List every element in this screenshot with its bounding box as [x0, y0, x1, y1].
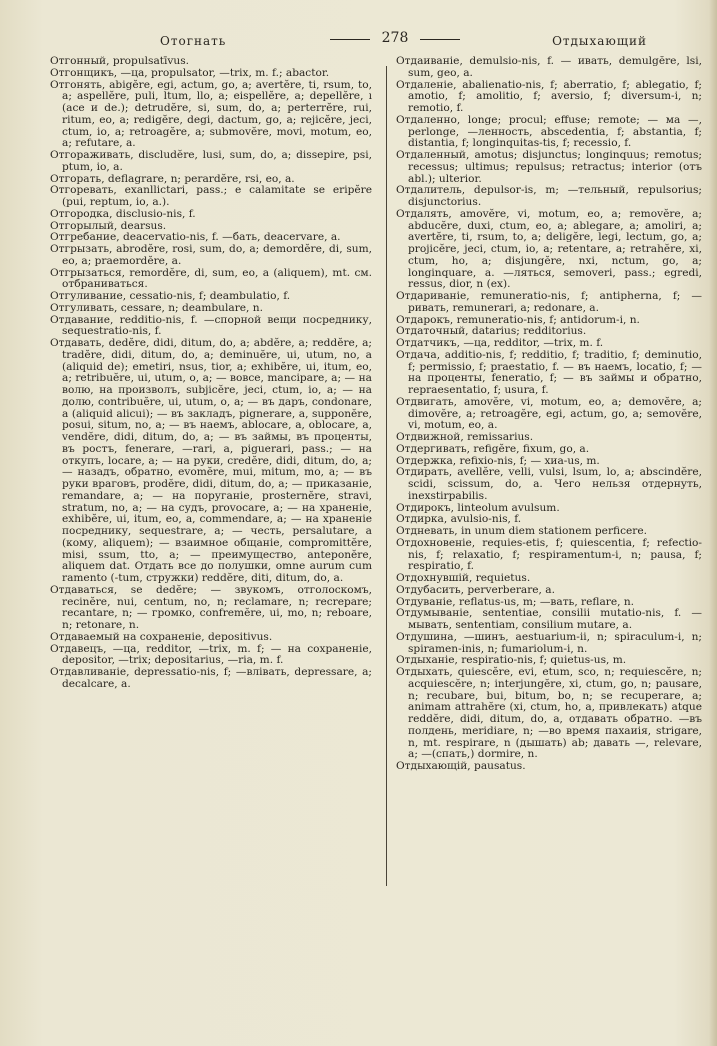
dictionary-entry: Отдатчикъ, —ца, redditor, —trix, m. f.	[396, 337, 604, 349]
header-right-word: Отдыхающий	[552, 34, 647, 48]
dictionary-entry: Отдавливаніе, depressatio-nis, f; —влівать, depressare, a; decalcare, a.	[50, 666, 372, 690]
dictionary-entry: Отдневать, in unum diem stationem perficere.	[396, 525, 647, 537]
dictionary-entry: Отдаленный, amotus; disjunctus; longinquus; remotus; recessus; ultimus; repulsus; retractus; interior (отъ abl.); ulterior.	[396, 149, 702, 185]
dictionary-entry: Отдача, additio-nis, f; redditio, f; traditio, f; deminutio, f; permissio, f; praestatio, f. — въ наемъ, locatio, f; — на проценты, feneratio, f; — въ займы и обратно, repraesentatio, f; usura, f.	[396, 348, 702, 396]
dictionary-entry: Отдыхающій, pausatus.	[396, 760, 526, 772]
dictionary-entry: Отдаленіе, abalienatio-nis, f; aberratio, f; ablegatio, f; amotio, f; amolitio, f; aversio, f; diversum-i, n; remotio, f.	[396, 78, 702, 114]
dictionary-entry: Отдохновеніе, requies-etis, f; quiescentia, f; refectio-nis, f; relaxatio, f; respiramentum-i, n; pausa, f; respiratio, f.	[396, 536, 702, 573]
dictionary-entry: Отдаиваніе, demulsio-nis, f. — ивать, demulgĕre, lsi, sum, geo, a.	[396, 56, 702, 79]
dictionary-entry: Отдержка, refixio-nis, f; — хиа-us, m.	[396, 454, 600, 467]
dictionary-entry: Отдавание, redditio-nis, f. —спорной вещи посреднику, sequestratio-nis, f.	[50, 313, 372, 338]
left-column	[50, 56, 372, 956]
dictionary-entry: Отгребание, deacervatio-nis, f. —бать, deacervare, a.	[50, 231, 341, 244]
page-number: 278	[320, 30, 470, 46]
header-left-word: Отогнать	[160, 34, 227, 48]
dictionary-entry: Отдохнувшій, requietus.	[396, 572, 531, 584]
dictionary-entry: Отдуваніе, reflatus-us, m; —вать, reflare, n.	[396, 595, 635, 608]
dictionary-entry: Отдыхать, quiescĕre, evi, etum, sco, n; requiescĕre, n; acquiescĕre, n; interjungĕre, xi, ctum, go, n; pausare, n; recubare, bui, bitum, bo, n; se recuperare, a; animam attrahĕre (xi, ctum, ho, a, привлекать) atque reddĕre, didi, ditum, do, a, отдавать обратно. —въ полдень, meridiare, n; —во время пахаиія, strigare, n, mt. respirare, n (дышать) ab; давать —, relevare, a; —(спать,) dormire, n.	[396, 666, 702, 761]
dictionary-entry: Отгрызаться, remordĕre, di, sum, eo, a (aliquem), mt. см. отбраниваться.	[50, 266, 372, 291]
dictionary-entry: Отдирокъ, linteolum avulsum.	[396, 501, 560, 514]
dictionary-entry: Отдалитель, depulsor-is, m; —тельный, repulsorius; disjunctorius.	[396, 184, 702, 208]
dictionary-entry: Отгородка, disclusio-nis, f.	[50, 207, 196, 220]
dictionary-entry: Отдумываніе, sententiae, consilii mutatio-nis, f. —мывать, sententiam, consilium mutare, a.	[396, 607, 702, 631]
dictionary-entry: Отгонный, propulsatīvus.	[50, 56, 190, 67]
dictionary-entry: Отгуливать, cessare, n; deambulare, n.	[50, 301, 263, 314]
dictionary-entry: Отдубасить, perverberare, a.	[396, 583, 555, 596]
right-column	[396, 56, 702, 886]
dictionary-entry: Отгуливание, cessatio-nis, f; deambulatio, f.	[50, 290, 291, 302]
dictionary-entry: Отдавецъ, —ца, redditor, —trix, m. f; — на сохраненіе, depositor, —trix; depositarius, —ria, m. f.	[50, 642, 372, 667]
dictionary-entry: Отдариваніе, remuneratio-nis, f; antipherna, f; —ривать, remunerari, a; redonare, a.	[396, 290, 702, 314]
dictionary-entry: Отдвижной, remissarius.	[396, 431, 534, 443]
dictionary-entry: Отдаленно, longe; procul; effuse; remote; — ма —, perlonge, —ленность, abscedentia, f; abstantia, f; distantia, f; longinquitas-tis, f; recessio, f.	[396, 113, 702, 150]
column-divider	[386, 66, 387, 886]
dictionary-entry: Отгонщикъ, —ца, propulsator, —trix, m. f.; abactor.	[50, 66, 330, 79]
dictionary-entry: Отгоревать, exanllictari, pass.; e calamitate se eripĕre (pui, reptum, io, a.).	[50, 184, 372, 208]
dictionary-entry: Отдыханіе, respiratio-nis, f; quietus-us, m.	[396, 654, 627, 667]
dictionary-entry: Отдаваемый на сохраненіе, depositivus.	[50, 630, 273, 643]
dictionary-entry: Отдаваться, se dedĕre; — звукомъ, отголоскомъ, recinĕre, nui, centum, no, n; reclamare, n; recrepare; recantare, n; — громко, confremĕre, ui, mo, n; reboare, n; retonare, n.	[50, 583, 372, 631]
dictionary-entry: Отдирать, avellĕre, velli, vulsi, lsum, lo, a; abscindĕre, scidi, scissum, do, a. Чего нельзя отдернуть, inexstirpabilis.	[396, 466, 702, 502]
dictionary-entry: Отгрызать, abrodĕre, rosi, sum, do, a; demordĕre, di, sum, eo, a; praemordĕre, a.	[50, 243, 372, 267]
dictionary-entry: Отдушина, —шинъ, aestuarium-ii, n; spiraculum-i, n; spiramen-inis, n; fumariolum-i, n.	[396, 630, 702, 655]
dictionary-entry: Отгорать, deflagrare, n; perardĕre, rsi, eo, a.	[50, 172, 295, 185]
dictionary-entry: Отдаточный, datarius; redditorius.	[396, 325, 587, 338]
dictionary-entry: Отгонять, abigĕre, egi, actum, go, a; avertĕre, ti, rsum, to, a; aspellĕre, puli, ltum, llo, a; eispellĕre, a; depellĕre, ı (ace и de.); detrudĕre, si, sum, do, a; perterrĕre, rui, ritum, eo, a; redigĕre, degi, dactum, go, a; rejicĕre, jeci, ctum, io, a; retroagĕre, a; submovĕre, movi, motum, eo, a; refutare, a.	[50, 78, 372, 150]
dictionary-entry: Отгорылый, dearsus.	[50, 219, 167, 232]
dictionary-entry: Отгораживать, discludĕre, lusi, sum, do, a; dissepire, psi, ptum, io, a.	[50, 149, 372, 173]
dictionary-entry: Отдалять, amovĕre, vi, motum, eo, a; removĕre, a; abducĕre, duxi, ctum, eo, a; ablegare, a; amoliri, a; avertĕre, ti, rsum, to, a; deligĕre, legi, lectum, go, a; projicĕre, jeci, ctum, io, a; retentare, a; retrahĕre, xi, ctum, ho, a; disjungĕre, nxi, nctum, go, a; longinquare, a. —ляться, semoveri, pass.; egredi, ressus, dior, n (ex).	[396, 207, 702, 291]
dictionary-entry: Отдавать, dedĕre, didi, ditum, do, a; abdĕre, a; reddĕre, a; tradĕre, didi, ditum, do, a; deminuĕre, ui, utum, no, a (aliquid de); emetiri, nsus, tior, a; exhibĕre, ui, itum, eo, a; retribuĕre, ui, utum, o, a; — вовсе, mancipare, a; — на волю, на произволъ, subjicĕre, jeci, ctum, io, a; — на долю, contribuĕre, ui, utum, o, a; — въ даръ, condonare, a (aliquid alicui); — въ закладъ, pignerare, a, supponĕre, posui, situm, no, a; — въ наемъ, ablocare, a, oblocare, a, vendĕre, didi, ditum, do, a; — въ займы, въ проценты, въ ростъ, fenerare, —rari, a, piguerari, pass.; — на откупъ, locare, a; — на руки, credĕre, didi, ditum, do, a; — назадъ, обратно, evomĕre, mui, mitum, mo, a; — въ руки враговъ, prodĕre, didi, ditum, do, a; — приказаніе, remandare, a; — на поруганіе, prosternĕre, stravi, stratum, no, a; — на судъ, provocare, a; — на храненіе, exhibĕre, ui, itum, eo, a, commendare, a; — на храненіе посреднику, sequestrare, a; — честь, persalutare, a (кому, aliquem); — взаимное общаніе, compromittĕre, misi, ssum, tto, a; — преимущество, anteponĕre, aliquem dat. Отдать все до полушки, omne aurum cum ramento (-tum, стружки) reddĕre, diti, ditum, do, a.	[50, 337, 372, 584]
page-header	[40, 30, 677, 54]
dictionary-entry: Отдарокъ, remuneratio-nis, f; antidorum-i, n.	[396, 313, 640, 326]
dictionary-entry: Отдирка, avulsio-nis, f.	[396, 513, 522, 526]
page-spine-shadow	[709, 0, 717, 1046]
dictionary-entry: Отдвигать, amovĕre, vi, motum, eo, a; demovĕre, a; dimovĕre, a; retroagĕre, egi, actum, go, a; semovĕre, vi, motum, eo, a.	[396, 395, 702, 432]
dictionary-entry: Отдергивать, refigĕre, fixum, go, a.	[396, 442, 590, 455]
